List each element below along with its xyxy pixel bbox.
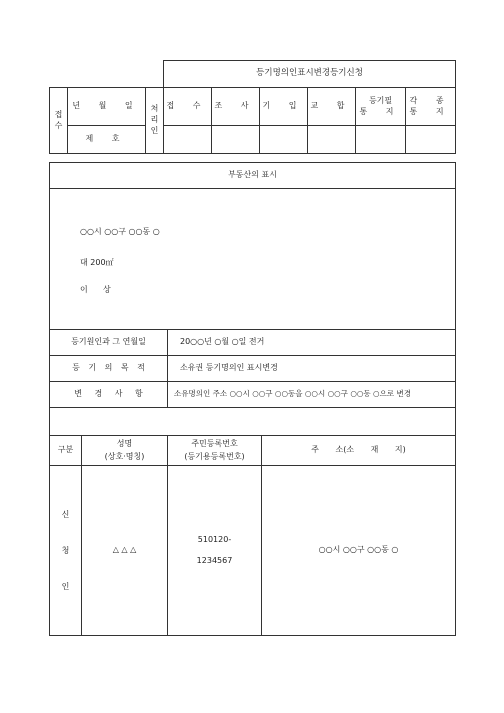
purpose-value: 소유권 등기명의인 표시변경 bbox=[168, 356, 456, 382]
registry-notice-label: 등기필 통 지 bbox=[356, 88, 406, 126]
col-review: 조 사 bbox=[212, 88, 260, 126]
property-section-title: 부동산의 표시 bbox=[50, 163, 456, 189]
col-receipt: 접 수 bbox=[164, 88, 212, 126]
change-value: 소유명의인 주소 ○○시 ○○구 ○○동을 ○○시 ○○구 ○○동 ○으로 변경 bbox=[168, 382, 456, 408]
cell-entry bbox=[260, 126, 308, 154]
name-header: 성명 (상호·명칭) bbox=[82, 436, 168, 466]
number-label: 제 호 bbox=[68, 126, 146, 154]
blank-row bbox=[50, 408, 456, 436]
cell-review bbox=[212, 126, 260, 154]
applicant-reg-number: 510120- 1234567 bbox=[168, 466, 262, 636]
property-address: ○○시 ○○구 ○○동 ○ bbox=[80, 227, 160, 236]
address-header: 주 소(소 재 지) bbox=[262, 436, 456, 466]
applicant-name: △ △ △ bbox=[82, 466, 168, 636]
cause-date-label: 등기원인과 그 연월일 bbox=[50, 330, 168, 356]
applicant-label: 신 청 인 bbox=[50, 466, 82, 636]
col-entry: 기 입 bbox=[260, 88, 308, 126]
form-title: 등기명의인표시변경등기신청 bbox=[164, 61, 456, 88]
purpose-label: 등 기 의 목 적 bbox=[50, 356, 168, 382]
cell-registry-notice bbox=[356, 126, 406, 154]
cause-date-value: 20○○년 ○월 ○일 전거 bbox=[168, 330, 456, 356]
category-header: 구분 bbox=[50, 436, 82, 466]
header-blank bbox=[50, 61, 164, 88]
cell-check bbox=[308, 126, 356, 154]
property-end: 이 상 bbox=[80, 285, 111, 294]
notice-kinds-label: 각 종 통 지 bbox=[406, 88, 456, 126]
change-label: 변 경 사 항 bbox=[50, 382, 168, 408]
cell-notice-kinds bbox=[406, 126, 456, 154]
property-area: 대 200㎡ bbox=[80, 258, 114, 267]
receipt-header-table bbox=[49, 60, 456, 154]
processor-label: 처 리 인 bbox=[146, 88, 164, 154]
receipt-label: 접 수 bbox=[50, 88, 68, 154]
property-description bbox=[50, 189, 456, 330]
date-label: 년 월 일 bbox=[68, 88, 146, 126]
col-check: 교 합 bbox=[308, 88, 356, 126]
cell-receipt bbox=[164, 126, 212, 154]
reg-number-header: 주민등록번호 (등기용등록번호) bbox=[168, 436, 262, 466]
application-body-table bbox=[49, 162, 456, 636]
applicant-address: ○○시 ○○구 ○○동 ○ bbox=[262, 466, 456, 636]
